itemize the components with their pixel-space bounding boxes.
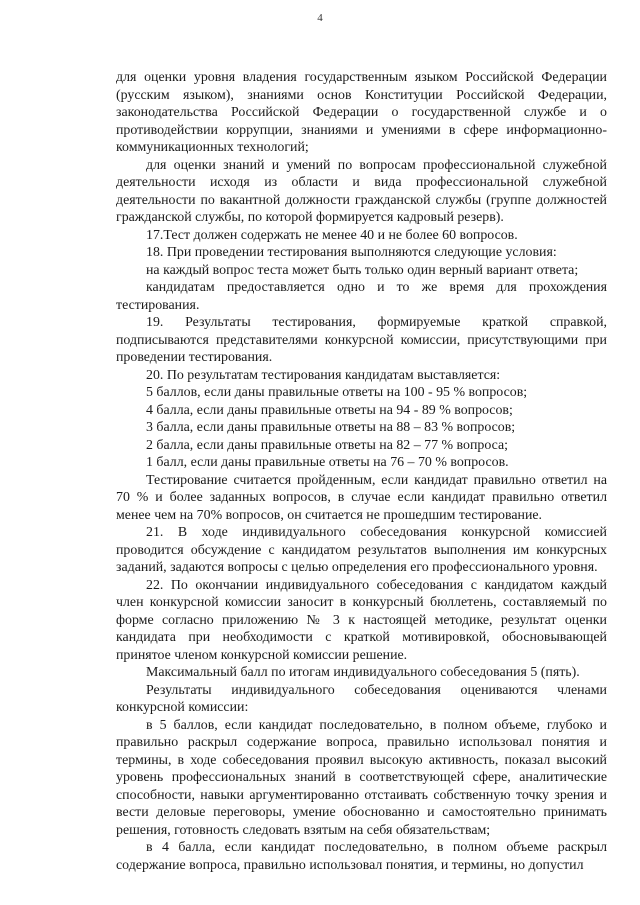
page-number: 4 [317, 12, 323, 24]
paragraph: 19. Результаты тестирования, формируемые краткой справкой, подписываются представителями конкурсной комиссии, присутствующими при проведении тестирования. [116, 315, 607, 365]
paragraph: на каждый вопрос теста может быть только один верный вариант ответа; [146, 262, 579, 278]
body-text [116, 69, 607, 874]
paragraph: 22. По окончании индивидуального собеседования с кандидатом каждый член конкурсной комиссии заносит в конкурсный бюллетень, составляемый по форме согласно приложению № 3 к настоящей методике, результат оценки кандидата при необходимости с краткой мотивировкой, обосновывающей принятое членом конкурсной комиссии решение. [116, 577, 607, 663]
paragraph: 18. При проведении тестирования выполняются следующие условия: [146, 245, 557, 260]
paragraph: для оценки знаний и умений по вопросам профессиональной служебной деятельности исходя из области и вида профессиональной служебной деятельности по вакантной должности гражданской службы (группе должностей гражданской службы, по которой формируется кадровый резерв). [116, 157, 607, 225]
paragraph: для оценки уровня владения государственным языком Российской Федерации (русским языком), знаниями основ Конституции Российской Федерации, законодательства Российской Федерации о государственной службе и о противодействии коррупции, знаниями и умениями в сфере информационно-коммуникационных технологий; [116, 70, 607, 155]
paragraph: Результаты индивидуального собеседования оцениваются членами конкурсной комиссии: [116, 682, 607, 715]
paragraph: 5 баллов, если даны правильные ответы на 100 - 95 % вопросов; [146, 385, 528, 400]
paragraph: 20. По результатам тестирования кандидатам выставляется: [146, 367, 501, 383]
paragraph: 17.Тест должен содержать не менее 40 и не более 60 вопросов. [146, 227, 518, 243]
paragraph: в 4 балла, если кандидат последовательно, в полном объеме раскрыл содержание вопроса, правильно использовал понятия, и термины, но допустил [116, 840, 607, 873]
paragraph: Тестирование считается пройденным, если кандидат правильно ответил на 70 % и более заданных вопросов, в случае если кандидат правильно ответил менее чем на 70% вопросов, он считается не прошедшим тестирование. [116, 472, 607, 523]
paragraph: в 5 баллов, если кандидат последовательно, в полном объеме, глубоко и правильно раскрыл содержание вопроса, правильно использовал понятия и термины, в ходе собеседования проявил высокую активность, показал высокий уровень профессиональных знаний в соответствующей сфере, аналитические способности, навыки аргументированно отстаивать собственную точку зрения и вести деловые переговоры, умение обоснованно и самостоятельно принимать решения, готовность следовать взятым на себя обязательствам; [116, 717, 607, 838]
paragraph: 1 балл, если даны правильные ответы на 76 – 70 % вопросов. [146, 455, 509, 470]
paragraph: 21. В ходе индивидуального собеседования конкурсной комиссией проводится обсуждение с кандидатом результатов выполнения им конкурсных заданий, задаются вопросы с целью определения его профессионального уровня. [116, 525, 607, 575]
paragraph: 3 балла, если даны правильные ответы на 88 – 83 % вопросов; [146, 420, 516, 435]
paragraph: 4 балла, если даны правильные ответы на 94 - 89 % вопросов; [146, 402, 513, 418]
paragraph: кандидатам предоставляется одно и то же время для прохождения тестирования. [116, 280, 607, 313]
paragraph: Максимальный балл по итогам индивидуального собеседования 5 (пять). [146, 665, 580, 680]
paragraph: 2 балла, если даны правильные ответы на 82 – 77 % вопроса; [146, 437, 508, 453]
